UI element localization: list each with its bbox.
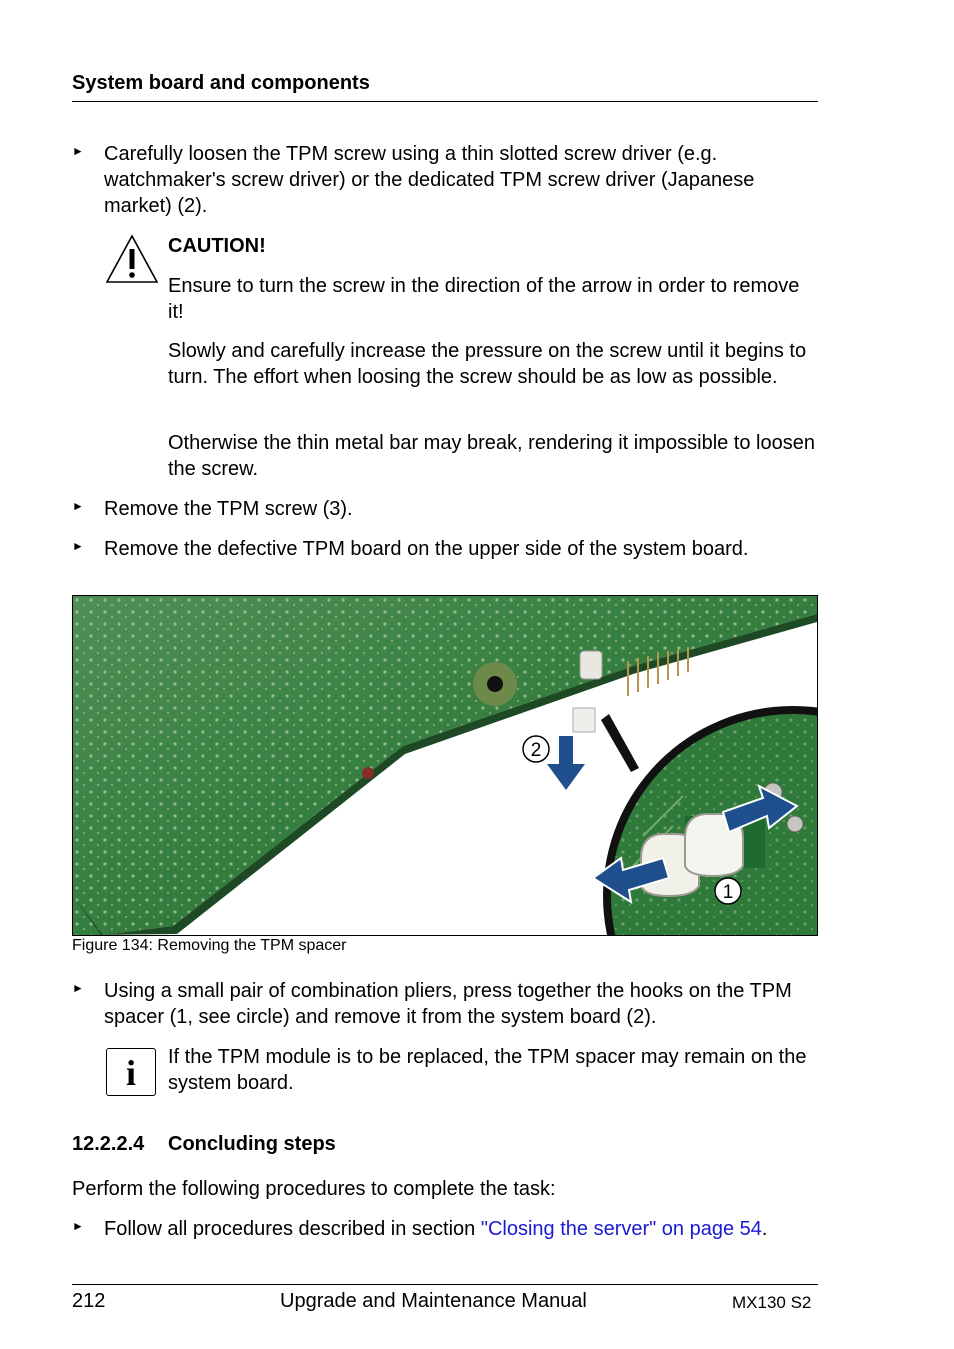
section-title-text: Concluding steps — [168, 1133, 336, 1155]
caution-paragraph: Otherwise the thin metal bar may break, rendering it impossible to loosen the screw. — [168, 432, 815, 480]
figure-tpm-spacer — [72, 595, 818, 936]
bullet-marker: ► — [72, 539, 84, 553]
step-suffix: . — [761, 1218, 768, 1240]
manual-title: Upgrade and Maintenance Manual — [280, 1290, 587, 1312]
section-intro: Perform the following procedures to complete the task: — [72, 1178, 556, 1200]
callout-1-label: 1 — [722, 882, 734, 903]
caution-title: CAUTION! — [168, 235, 266, 257]
caution-paragraph: Slowly and carefully increase the pressure on the screw until it begins to turn. The effort when loosing the screw should be as low as possible. — [168, 340, 807, 388]
closing-server-link[interactable]: "Closing the server" on page 54 — [480, 1218, 762, 1240]
step-text: Remove the defective TPM board on the upper side of the system board. — [104, 538, 749, 560]
callout-2-label: 2 — [530, 740, 542, 761]
bullet-marker: ► — [72, 144, 84, 158]
page-number: 212 — [72, 1290, 106, 1312]
footer-divider — [72, 1284, 818, 1285]
step-prefix: Follow all procedures described in section — [104, 1218, 481, 1240]
bullet-marker: ► — [72, 499, 84, 513]
step-text: Carefully loosen the TPM screw using a thin slotted screw driver (e.g. watchmaker's screw driver) or the dedicated TPM screw driver (Japanese market) (2). — [104, 143, 755, 217]
step-text: Remove the TPM screw (3). — [104, 498, 353, 520]
running-header: System board and components — [72, 72, 370, 94]
info-icon: i — [106, 1048, 156, 1096]
section-number: 12.2.2.4 — [72, 1133, 145, 1155]
figure-caption: Figure 134: Removing the TPM spacer — [72, 937, 347, 954]
step-text — [104, 1216, 816, 1242]
section-heading — [72, 1133, 336, 1156]
header-divider — [72, 101, 818, 102]
caution-paragraph: Ensure to turn the screw in the direction of the arrow in order to remove it! — [168, 275, 800, 323]
system-board-illustration — [73, 596, 817, 935]
warning-triangle-icon — [104, 233, 160, 285]
bullet-marker: ► — [72, 1219, 84, 1233]
step-text: Using a small pair of combination pliers, press together the hooks on the TPM spacer (1, see circle) and remove it from the system board (2). — [104, 980, 792, 1028]
info-note-text: If the TPM module is to be replaced, the TPM spacer may remain on the system board. — [168, 1046, 807, 1094]
bullet-marker: ► — [72, 981, 84, 995]
model-name: MX130 S2 — [732, 1293, 812, 1312]
